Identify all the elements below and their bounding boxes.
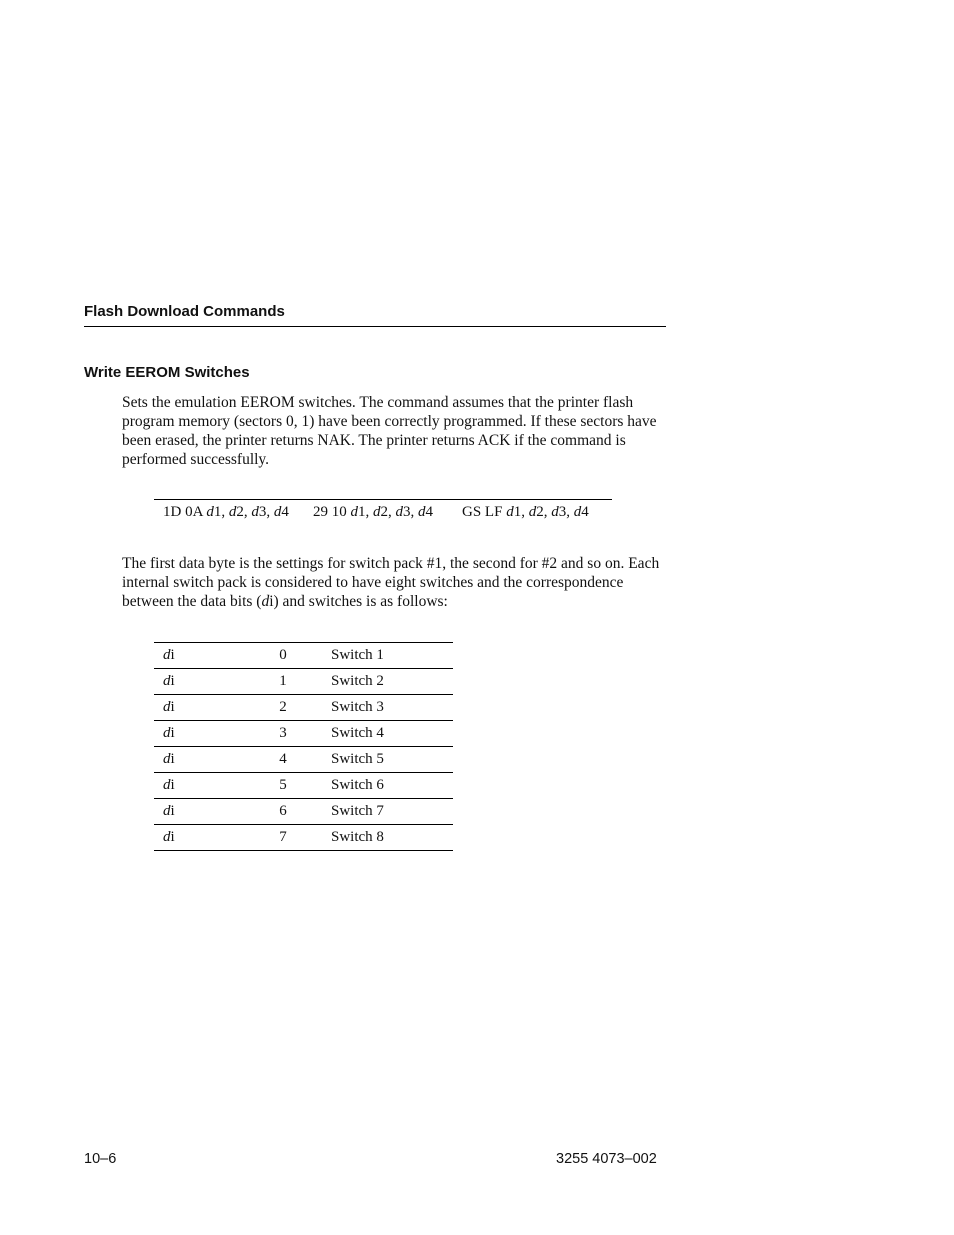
variable-index: i bbox=[170, 829, 175, 845]
param-separator: , bbox=[243, 504, 252, 520]
table-row bbox=[154, 799, 453, 825]
data-description bbox=[122, 554, 667, 611]
variable-index: i bbox=[170, 647, 175, 663]
variable-name: d bbox=[163, 751, 171, 767]
param-separator: , bbox=[266, 504, 274, 520]
data-description-variable: d bbox=[261, 593, 270, 610]
data-description-text-end: ) and switches is as follows: bbox=[273, 593, 448, 610]
param-separator: , bbox=[566, 504, 574, 520]
switch-label: Switch 7 bbox=[293, 799, 453, 825]
hex-syntax-cell bbox=[154, 500, 304, 525]
decimal-prefix: 29 10 bbox=[313, 504, 351, 520]
switch-label: Switch 6 bbox=[293, 773, 453, 799]
bit-number: 1 bbox=[273, 669, 293, 695]
data-bit-variable bbox=[154, 643, 273, 669]
variable-name: d bbox=[163, 673, 171, 689]
data-bit-variable bbox=[154, 799, 273, 825]
variable-index: i bbox=[170, 803, 175, 819]
param-d1: d1 bbox=[350, 504, 366, 520]
param-separator: , bbox=[221, 504, 229, 520]
switch-label: Switch 2 bbox=[293, 669, 453, 695]
table-row bbox=[154, 669, 453, 695]
param-d2: d2 bbox=[228, 504, 244, 520]
variable-index: i bbox=[170, 699, 175, 715]
table-row bbox=[154, 695, 453, 721]
switch-label: Switch 3 bbox=[293, 695, 453, 721]
table-row bbox=[154, 643, 453, 669]
data-bit-variable bbox=[154, 773, 273, 799]
variable-name: d bbox=[163, 699, 171, 715]
command-title: Write EEROM Switches bbox=[84, 364, 250, 381]
param-d1: d1 bbox=[206, 504, 222, 520]
param-separator: , bbox=[365, 504, 373, 520]
decimal-syntax-cell bbox=[304, 500, 454, 525]
table-row bbox=[154, 773, 453, 799]
command-syntax-row bbox=[154, 500, 612, 525]
switch-label: Switch 5 bbox=[293, 747, 453, 773]
ascii-params bbox=[506, 504, 589, 520]
switch-mapping-table bbox=[154, 642, 453, 851]
variable-name: d bbox=[163, 803, 171, 819]
variable-index: i bbox=[170, 725, 175, 741]
bit-number: 2 bbox=[273, 695, 293, 721]
variable-index: i bbox=[170, 673, 175, 689]
hex-params bbox=[206, 504, 289, 520]
section-header: Flash Download Commands bbox=[84, 303, 666, 327]
command-description: Sets the emulation EEROM switches. The command assumes that the printer flash program memory (sectors 0, 1) have been correctly programmed. If these sectors have been erased, the printer returns NAK. The printer returns ACK if the command is performed successfully. bbox=[122, 394, 657, 468]
param-d1: d1 bbox=[506, 504, 522, 520]
param-d4: d4 bbox=[573, 504, 589, 520]
hex-prefix: 1D 0A bbox=[163, 504, 207, 520]
param-d4: d4 bbox=[418, 504, 433, 520]
table-row bbox=[154, 747, 453, 773]
data-bit-variable bbox=[154, 825, 273, 851]
bit-number: 7 bbox=[273, 825, 293, 851]
param-d4: d4 bbox=[273, 504, 289, 520]
bit-number: 3 bbox=[273, 721, 293, 747]
variable-index: i bbox=[170, 777, 175, 793]
bit-number: 5 bbox=[273, 773, 293, 799]
data-description-variable-suffix: i bbox=[269, 593, 274, 610]
variable-name: d bbox=[163, 829, 171, 845]
data-bit-variable bbox=[154, 721, 273, 747]
data-description-text: The first data byte is the settings for switch pack #1, the second for #2 and so on. Each internal switch pack is considered to have eight switches and the correspondence between the data bits ( bbox=[122, 555, 660, 610]
param-d3: d3 bbox=[551, 504, 567, 520]
bit-number: 0 bbox=[273, 643, 293, 669]
data-bit-variable bbox=[154, 669, 273, 695]
variable-name: d bbox=[163, 777, 171, 793]
param-d2: d2 bbox=[528, 504, 544, 520]
ascii-prefix: GS LF bbox=[462, 504, 507, 520]
variable-name: d bbox=[163, 725, 171, 741]
switch-label: Switch 8 bbox=[293, 825, 453, 851]
param-d3: d3 bbox=[251, 504, 267, 520]
switch-label: Switch 1 bbox=[293, 643, 453, 669]
data-bit-variable bbox=[154, 747, 273, 773]
document-number: 3255 4073–002 bbox=[556, 1151, 657, 1167]
page-number: 10–6 bbox=[84, 1151, 117, 1167]
bit-number: 6 bbox=[273, 799, 293, 825]
table-row bbox=[154, 825, 453, 851]
bit-number: 4 bbox=[273, 747, 293, 773]
param-d3: d3 bbox=[395, 504, 411, 520]
ascii-syntax-cell bbox=[453, 500, 612, 525]
switch-label: Switch 4 bbox=[293, 721, 453, 747]
param-d2: d2 bbox=[373, 504, 388, 520]
table-row bbox=[154, 721, 453, 747]
param-separator: , bbox=[521, 504, 529, 520]
param-separator: , bbox=[410, 504, 418, 520]
variable-name: d bbox=[163, 647, 171, 663]
data-bit-variable bbox=[154, 695, 273, 721]
variable-index: i bbox=[170, 751, 175, 767]
param-separator: , bbox=[543, 504, 552, 520]
command-syntax-table bbox=[154, 499, 612, 524]
param-separator: , bbox=[388, 504, 396, 520]
decimal-params bbox=[351, 504, 434, 520]
